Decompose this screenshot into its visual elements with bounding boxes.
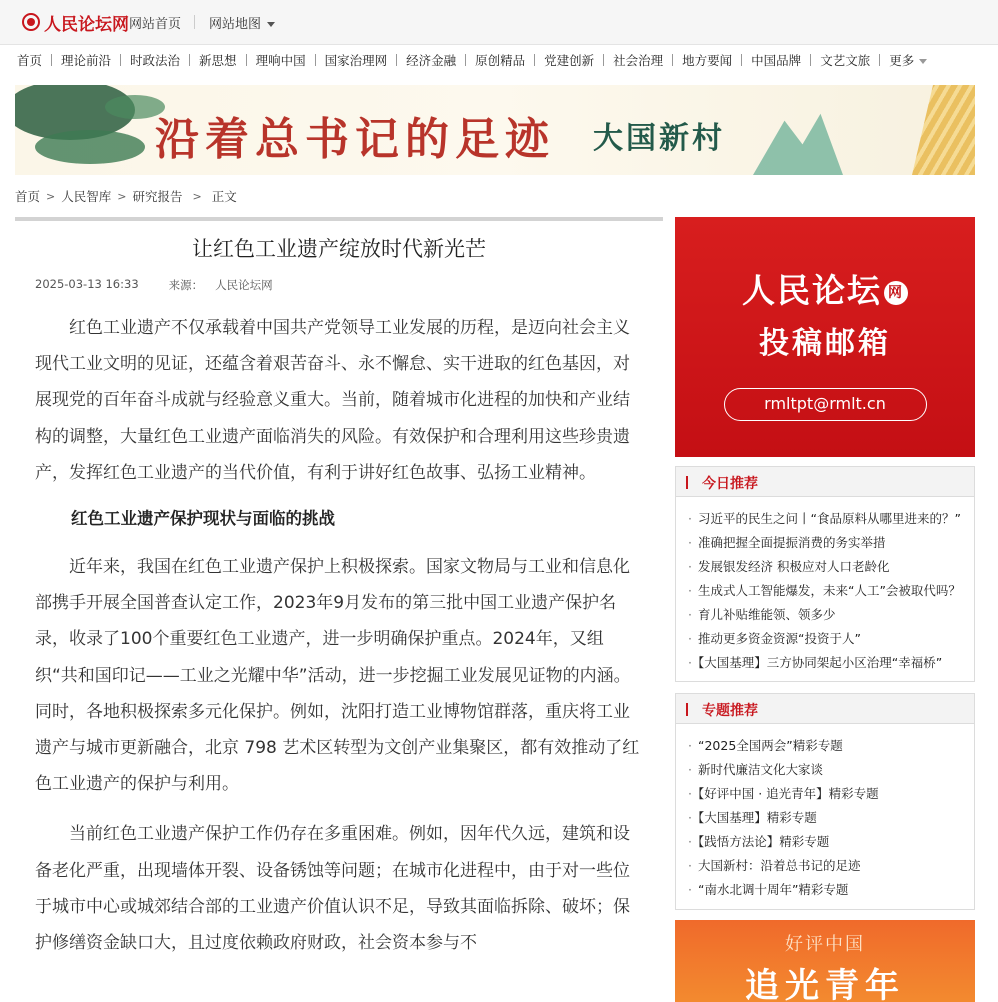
bullet-icon: ·: [688, 535, 692, 550]
list-item[interactable]: [688, 507, 974, 531]
article-subheading: 红色工业遗产保护现状与面临的挑战: [71, 509, 335, 529]
bullet-icon: ·: [688, 858, 692, 873]
article: [15, 217, 663, 975]
nav-divider: [396, 54, 397, 66]
nav-divider: [534, 54, 535, 66]
site-map-link[interactable]: [209, 13, 275, 32]
today-recommend-panel: [675, 466, 975, 682]
breadcrumb: [15, 187, 237, 205]
bullet-icon: ·: [688, 834, 692, 849]
list-item[interactable]: [688, 806, 974, 830]
bullet-icon: ·: [688, 810, 692, 825]
mountain-decoration: [753, 107, 843, 175]
bullet-icon: ·: [688, 583, 692, 598]
nav-item-local[interactable]: 地方要闻: [682, 53, 733, 68]
nav-item-party[interactable]: 党建创新: [544, 53, 595, 68]
chevron-right-icon: >: [192, 189, 202, 203]
list-item[interactable]: [688, 603, 974, 627]
article-date: 2025-03-13 16:33: [35, 277, 139, 291]
chevron-right-icon: >: [46, 189, 56, 203]
nav-item-society[interactable]: 社会治理: [613, 53, 664, 68]
article-source-label: 来源：: [168, 278, 204, 292]
list-item-label: 生成式人工智能爆发，未来“人工”会被取代吗？: [697, 583, 961, 598]
mailbox-label: 投稿邮箱: [759, 326, 891, 361]
list-item[interactable]: [688, 878, 974, 902]
nav-item-more[interactable]: [889, 51, 927, 69]
submission-mailbox-ad[interactable]: [675, 217, 975, 457]
bullet-icon: ·: [688, 631, 692, 646]
chevron-down-icon: [919, 59, 927, 64]
nav-divider: [246, 54, 247, 66]
chevron-down-icon: [267, 22, 275, 27]
bullet-icon: ·: [688, 655, 692, 670]
list-item-label: 【大国基理】三方协同架起小区治理“幸福桥”: [697, 655, 943, 670]
nav-item-new-thought[interactable]: 新思想: [199, 53, 237, 68]
article-meta: [35, 277, 663, 293]
list-item-label: “2025全国两会”精彩专题: [697, 738, 843, 753]
list-item[interactable]: [688, 758, 974, 782]
bullet-icon: ·: [688, 882, 692, 897]
panel-header: [676, 694, 974, 724]
nav-item-culture[interactable]: 文艺文旅: [820, 53, 871, 68]
breadcrumb-current: 正文: [211, 189, 237, 204]
nav-divider: [879, 54, 880, 66]
nav-divider: [315, 54, 316, 66]
nav-divider: [465, 54, 466, 66]
list-item-label: 习近平的民生之问丨“食品原料从哪里进来的？”: [697, 511, 961, 526]
mailbox-brand-text: 人民论坛: [742, 271, 882, 310]
logo-text: 人民论坛网: [44, 14, 129, 35]
nav-item-governance[interactable]: 国家治理网: [324, 53, 388, 68]
list-item-label: 大国新村：沿着总书记的足迹: [697, 858, 861, 873]
topic-banner[interactable]: [15, 85, 975, 175]
panel-header: [676, 467, 974, 497]
nav-divider: [603, 54, 604, 66]
top-bar: [0, 0, 998, 45]
nav-item-politics[interactable]: 时政法治: [130, 53, 181, 68]
list-item[interactable]: [688, 555, 974, 579]
list-item[interactable]: [688, 782, 974, 806]
article-title: 让红色工业遗产绽放时代新光芒: [192, 237, 486, 261]
bullet-icon: ·: [688, 559, 692, 574]
panel-title: 今日推荐: [702, 476, 758, 492]
recommend-list: [676, 497, 974, 681]
list-item-label: 发展银发经济 积极应对人口老龄化: [697, 559, 890, 574]
banner-title: 沿着总书记的足迹: [155, 114, 555, 165]
mailbox-brand: [675, 217, 975, 312]
bullet-icon: ·: [688, 511, 692, 526]
article-paragraph: 近年来，我国在红色工业遗产保护上积极探索。国家文物局与工业和信息化部携手开展全国普查认定工作，2023年9月发布的第三批中国工业遗产保护名录，收录了100个重要红色工业遗产，进一步明确保护重点。2024年，又组织“共和国印记——工业之光耀中华”活动，进一步挖掘工业发展见证物的内涵。同时，各地积极探索多元化保护。例如，沈阳打造工业博物馆群落，重庆将工业遗产与城市更新融合，北京 798 艺术区转型为文创产业集聚区，都有效推动了红色工业遗产的保护与利用。: [35, 557, 640, 795]
pine-decoration: [35, 130, 145, 164]
list-item-label: 推动更多资金资源“投资于人”: [697, 631, 861, 646]
list-item[interactable]: [688, 579, 974, 603]
nav-item-home[interactable]: 首页: [17, 53, 43, 68]
list-item-label: 育儿补贴维能领、领多少: [697, 607, 836, 622]
chevron-right-icon: >: [117, 189, 127, 203]
list-item[interactable]: [688, 531, 974, 555]
list-item[interactable]: [688, 627, 974, 651]
breadcrumb-home[interactable]: 首页: [15, 189, 41, 204]
article-source: 人民论坛网: [215, 278, 273, 292]
nav-divider: [741, 54, 742, 66]
mailbox-brand-badge: 网: [884, 281, 908, 305]
mailbox-email[interactable]: rmltpt@rmlt.cn: [724, 388, 927, 421]
list-item-label: 【践悟方法论】精彩专题: [697, 834, 830, 849]
nav-divider: [189, 54, 190, 66]
nav-item-theory[interactable]: 理论前沿: [61, 53, 112, 68]
bullet-icon: ·: [688, 607, 692, 622]
list-item-label: 【大国基理】精彩专题: [697, 810, 817, 825]
bullet-icon: ·: [688, 786, 692, 801]
article-paragraph: 红色工业遗产不仅承载着中国共产党领导工业发展的历程，是迈向社会主义现代工业文明的见证，还蕴含着艰苦奋斗、永不懈怠、实干进取的红色基因，对展现党的百年奋斗成就与经验意义重大。当前，随着城市化进程的加快和产业结构的调整，大量红色工业遗产面临消失的风险。有效保护和合理利用这些珍贵遗产，发挥红色工业遗产的当代价值，有利于讲好红色故事、弘扬工业精神。: [35, 318, 630, 483]
nav-divider: [672, 54, 673, 66]
list-item[interactable]: [688, 734, 974, 758]
nav-item-lixiang[interactable]: 理响中国: [255, 53, 306, 68]
article-paragraph: 当前红色工业遗产保护工作仍存在多重困难。例如，因年代久远，建筑和设备老化严重，出现墙体开裂、设备锈蚀等问题；在城市化进程中，由于对一些位于城市中心或城郊结合部的工业遗产价值认识不足，导致其面临拆除、破坏；保护修缮资金缺口大，且过度依赖政府财政，社会资本参与不: [35, 824, 630, 954]
youth-banner-line2: 追光青年: [745, 966, 905, 1002]
breadcrumb-reports[interactable]: 研究报告: [132, 189, 183, 204]
list-item[interactable]: [688, 651, 974, 675]
grain-decoration: [905, 85, 975, 175]
nav-divider: [51, 54, 52, 66]
nav-divider: [120, 54, 121, 66]
site-logo[interactable]: [22, 10, 129, 34]
nav-item-finance[interactable]: 经济金融: [406, 53, 457, 68]
site-home-link[interactable]: 网站首页: [129, 17, 182, 32]
bullet-icon: ·: [688, 762, 692, 777]
list-item-label: 【好评中国 · 追光青年】精彩专题: [697, 786, 879, 801]
list-item-label: 准确把握全面提振消费的务实举措: [697, 535, 886, 550]
list-item-label: “南水北调十周年”精彩专题: [697, 882, 849, 897]
banner-subtitle: 大国新村: [593, 121, 725, 156]
article-body: [15, 310, 663, 961]
breadcrumb-think-tank[interactable]: 人民智库: [61, 189, 112, 204]
nav-item-brand[interactable]: 中国品牌: [751, 53, 802, 68]
youth-banner-line1: 好评中国: [785, 934, 865, 955]
topic-recommend-panel: [675, 693, 975, 910]
topic-list: [676, 724, 974, 908]
nav-more-label: 更多: [889, 53, 915, 68]
logo-icon: [22, 13, 40, 31]
list-item-label: 新时代廉洁文化大家谈: [697, 762, 823, 777]
list-item[interactable]: [688, 854, 974, 878]
site-map-label: 网站地图: [209, 17, 262, 32]
top-divider: [194, 15, 195, 29]
main-nav: [0, 45, 998, 75]
panel-title: 专题推荐: [702, 703, 758, 719]
nav-item-original[interactable]: 原创精品: [475, 53, 526, 68]
nav-divider: [810, 54, 811, 66]
list-item[interactable]: [688, 830, 974, 854]
bullet-icon: ·: [688, 738, 692, 753]
youth-topic-banner[interactable]: [675, 920, 975, 1002]
